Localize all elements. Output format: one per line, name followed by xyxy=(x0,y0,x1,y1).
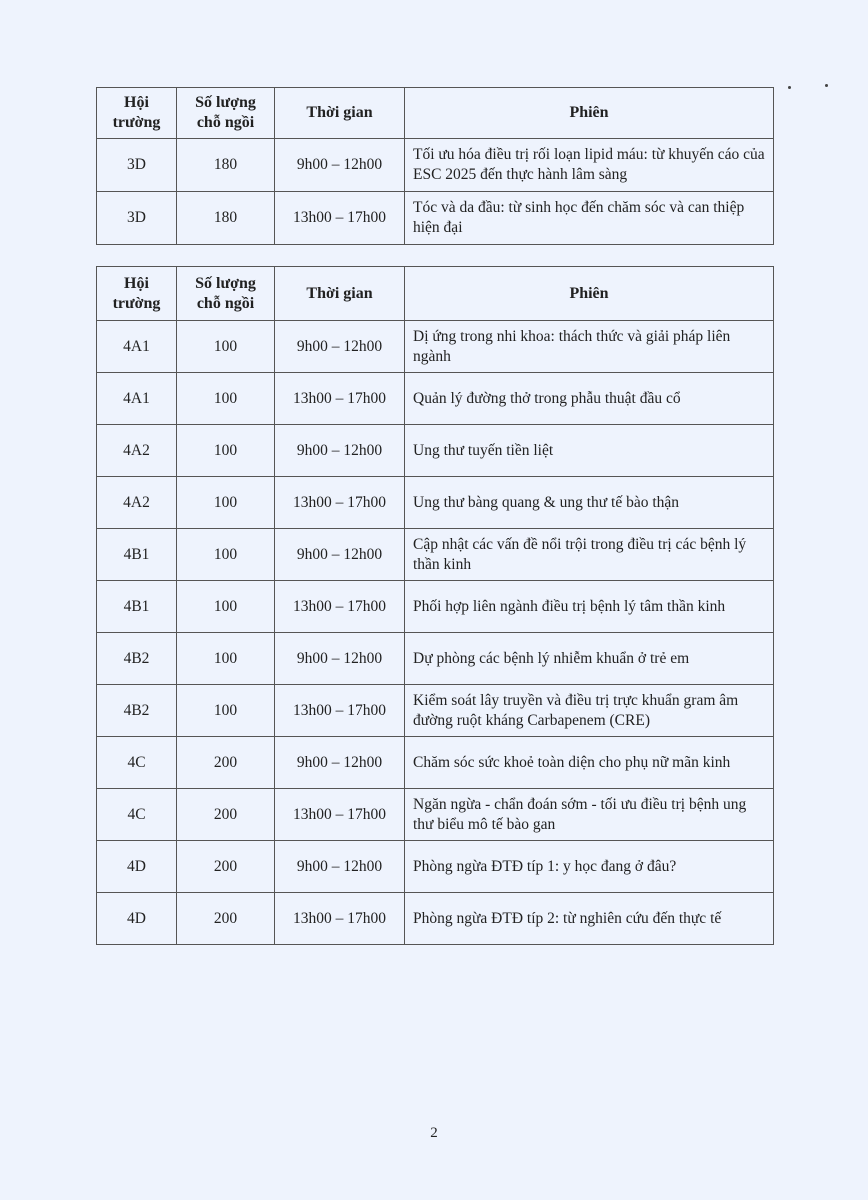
cell-session: Phòng ngừa ĐTĐ típ 1: y học đang ở đâu? xyxy=(405,841,774,893)
table-header-row xyxy=(97,267,774,321)
cell-session: Ung thư bàng quang & ung thư tế bào thận xyxy=(405,477,774,529)
cell-seats: 100 xyxy=(177,685,275,737)
header-time: Thời gian xyxy=(275,88,405,139)
cell-session: Phối hợp liên ngành điều trị bệnh lý tâm thần kinh xyxy=(405,581,774,633)
cell-time: 13h00 – 17h00 xyxy=(275,477,405,529)
header-seats: Số lượng chỗ ngồi xyxy=(177,267,275,321)
cell-session: Dự phòng các bệnh lý nhiễm khuẩn ở trẻ em xyxy=(405,633,774,685)
cell-time: 9h00 – 12h00 xyxy=(275,633,405,685)
table-row xyxy=(97,737,774,789)
cell-hall: 4B2 xyxy=(97,633,177,685)
cell-session: Phòng ngừa ĐTĐ típ 2: từ nghiên cứu đến thực tế xyxy=(405,893,774,945)
header-session: Phiên xyxy=(405,88,774,139)
cell-seats: 100 xyxy=(177,425,275,477)
table-row xyxy=(97,893,774,945)
cell-hall: 4C xyxy=(97,789,177,841)
cell-time: 13h00 – 17h00 xyxy=(275,893,405,945)
cell-seats: 100 xyxy=(177,529,275,581)
cell-hall: 4B1 xyxy=(97,581,177,633)
table-row xyxy=(97,685,774,737)
page-number: 2 xyxy=(430,1125,438,1141)
cell-seats: 200 xyxy=(177,841,275,893)
cell-hall: 4D xyxy=(97,893,177,945)
cell-hall: 4B2 xyxy=(97,685,177,737)
cell-session: Dị ứng trong nhi khoa: thách thức và giải pháp liên ngành xyxy=(405,321,774,373)
cell-hall: 4A1 xyxy=(97,321,177,373)
cell-hall: 3D xyxy=(97,192,177,245)
schedule-table-1 xyxy=(96,87,774,245)
cell-hall: 4A2 xyxy=(97,477,177,529)
schedule-table-2 xyxy=(96,266,774,945)
header-hall: Hội trường xyxy=(97,88,177,139)
cell-session: Ngăn ngừa - chẩn đoán sớm - tối ưu điều trị bệnh ung thư biểu mô tế bào gan xyxy=(405,789,774,841)
cell-time: 9h00 – 12h00 xyxy=(275,321,405,373)
cell-session: Tối ưu hóa điều trị rối loạn lipid máu: từ khuyến cáo của ESC 2025 đến thực hành lâm sàng xyxy=(405,139,774,192)
cell-time: 13h00 – 17h00 xyxy=(275,192,405,245)
cell-seats: 180 xyxy=(177,139,275,192)
cell-hall: 4A2 xyxy=(97,425,177,477)
cell-time: 9h00 – 12h00 xyxy=(275,529,405,581)
cell-time: 9h00 – 12h00 xyxy=(275,139,405,192)
cell-seats: 200 xyxy=(177,789,275,841)
table-row xyxy=(97,529,774,581)
table-row xyxy=(97,321,774,373)
cell-session: Ung thư tuyến tiền liệt xyxy=(405,425,774,477)
cell-session: Quản lý đường thở trong phẫu thuật đầu cổ xyxy=(405,373,774,425)
cell-time: 9h00 – 12h00 xyxy=(275,841,405,893)
table-row xyxy=(97,192,774,245)
cell-session: Chăm sóc sức khoẻ toàn diện cho phụ nữ mãn kinh xyxy=(405,737,774,789)
cell-time: 13h00 – 17h00 xyxy=(275,685,405,737)
cell-hall: 4C xyxy=(97,737,177,789)
cell-session: Cập nhật các vấn đề nổi trội trong điều trị các bệnh lý thần kinh xyxy=(405,529,774,581)
scan-speck xyxy=(788,86,791,89)
cell-seats: 100 xyxy=(177,321,275,373)
header-time: Thời gian xyxy=(275,267,405,321)
cell-time: 13h00 – 17h00 xyxy=(275,581,405,633)
cell-seats: 180 xyxy=(177,192,275,245)
header-hall: Hội trường xyxy=(97,267,177,321)
table-row xyxy=(97,633,774,685)
cell-time: 9h00 – 12h00 xyxy=(275,737,405,789)
cell-seats: 100 xyxy=(177,633,275,685)
scan-speck xyxy=(825,84,828,87)
cell-time: 13h00 – 17h00 xyxy=(275,373,405,425)
cell-hall: 4B1 xyxy=(97,529,177,581)
cell-hall: 4A1 xyxy=(97,373,177,425)
cell-hall: 4D xyxy=(97,841,177,893)
table-row xyxy=(97,139,774,192)
cell-session: Tóc và da đầu: từ sinh học đến chăm sóc và can thiệp hiện đại xyxy=(405,192,774,245)
cell-time: 13h00 – 17h00 xyxy=(275,789,405,841)
table-row xyxy=(97,789,774,841)
cell-seats: 200 xyxy=(177,893,275,945)
header-seats: Số lượng chỗ ngồi xyxy=(177,88,275,139)
table-row xyxy=(97,425,774,477)
cell-seats: 100 xyxy=(177,373,275,425)
cell-hall: 3D xyxy=(97,139,177,192)
table-row xyxy=(97,373,774,425)
cell-seats: 200 xyxy=(177,737,275,789)
table-row xyxy=(97,581,774,633)
cell-session: Kiểm soát lây truyền và điều trị trực khuẩn gram âm đường ruột kháng Carbapenem (CRE) xyxy=(405,685,774,737)
header-session: Phiên xyxy=(405,267,774,321)
table-row xyxy=(97,841,774,893)
cell-seats: 100 xyxy=(177,581,275,633)
cell-time: 9h00 – 12h00 xyxy=(275,425,405,477)
table-row xyxy=(97,477,774,529)
cell-seats: 100 xyxy=(177,477,275,529)
table-header-row xyxy=(97,88,774,139)
